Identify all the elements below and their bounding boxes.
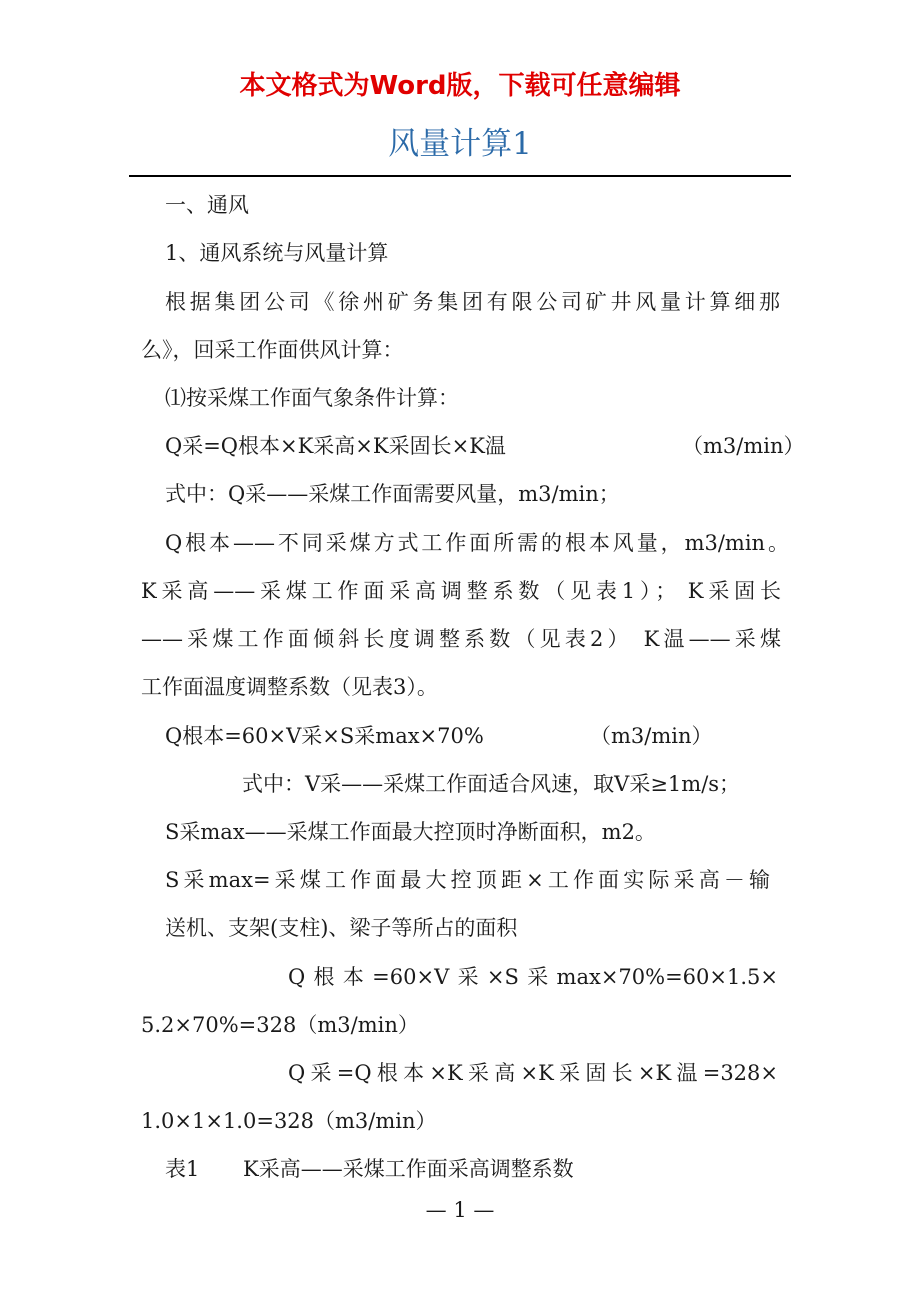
definition-line: 式中：V采——采煤工作面适合风速，取V采≥1m/s； xyxy=(242,772,741,796)
definition-line: S采max=采煤工作面最大控顶距×工作面实际采高－输 xyxy=(165,868,770,892)
definition-line: 工作面温度调整系数（见表3）。 xyxy=(141,675,438,699)
calculation-line: 1.0×1×1.0=328（m3/min） xyxy=(141,1109,437,1133)
page-number: — 1 — xyxy=(425,1198,495,1222)
definition-line: ——采煤工作面倾斜长度调整系数（见表2） K温——采煤 xyxy=(141,627,781,651)
paragraph-line: ⑴按采煤工作面气象条件计算： xyxy=(165,386,459,410)
definition-line: S采max——采煤工作面最大控顶时净断面积，m2。 xyxy=(165,820,656,844)
calculation-line: 5.2×70%=328（m3/min） xyxy=(141,1013,419,1037)
subsection-heading: 1、通风系统与风量计算 xyxy=(165,241,389,265)
definition-line: 式中：Q采——采煤工作面需要风量，m3/min； xyxy=(165,482,620,506)
calculation-line: Q根本=60×V采×S采max×70%=60×1.5× xyxy=(288,965,778,989)
paragraph-line: 么》，回采工作面供风计算： xyxy=(141,338,404,362)
table-caption-label: 表1 xyxy=(165,1157,200,1181)
calculation-line: Q采=Q根本×K采高×K采固长×K温=328× xyxy=(288,1061,778,1085)
definition-line: Q根本——不同采煤方式工作面所需的根本风量，m3/min。 xyxy=(165,531,789,555)
formula-line: Q采=Q根本×K采高×K采固长×K温 xyxy=(165,434,506,458)
format-notice-banner: 本文格式为Word版，下载可任意编辑 xyxy=(239,71,681,101)
table-caption-text: K采高——采煤工作面采高调整系数 xyxy=(243,1157,574,1181)
formula-unit: （m3/min） xyxy=(682,434,805,458)
section-heading: 一、通风 xyxy=(165,193,249,217)
formula-line: Q根本=60×V采×S采max×70% xyxy=(165,724,484,748)
title-underline xyxy=(129,175,791,177)
definition-line: K采高——采煤工作面采高调整系数（见表1）； K采固长 xyxy=(141,579,781,603)
document-title: 风量计算1 xyxy=(388,126,532,162)
definition-line: 送机、支架(支柱)、梁子等所占的面积 xyxy=(165,916,518,940)
paragraph-line: 根据集团公司《徐州矿务集团有限公司矿井风量计算细那 xyxy=(165,290,780,314)
formula-unit: （m3/min） xyxy=(590,724,713,748)
